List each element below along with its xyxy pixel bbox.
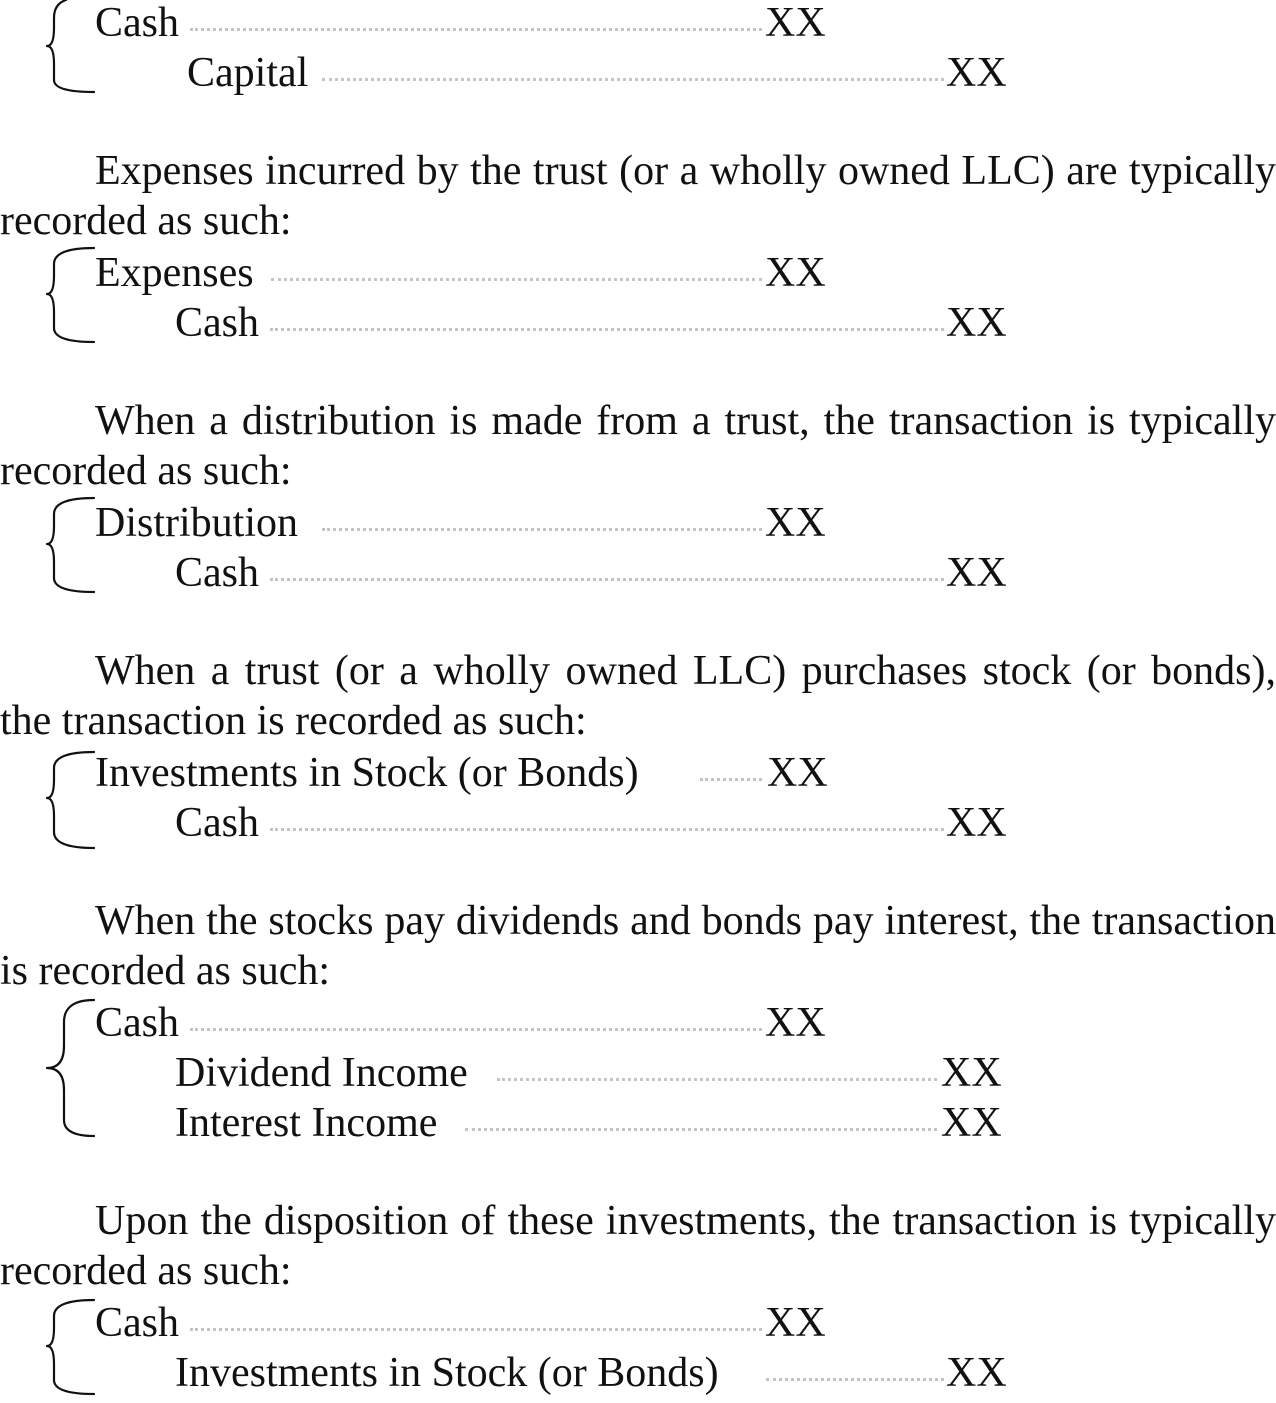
dot-leader <box>465 1128 937 1131</box>
credit-account: Interest Income <box>175 1100 438 1146</box>
explanation-paragraph: When the stocks pay dividends and bonds pay interest, the transaction is recorded as such: <box>0 898 1276 994</box>
credit-amount: XX <box>941 1100 1002 1146</box>
credit-amount: XX <box>946 300 1007 346</box>
dot-leader <box>270 828 944 831</box>
journal-brace <box>44 0 96 96</box>
credit-amount: XX <box>946 1350 1007 1396</box>
debit-account: Cash <box>95 0 179 46</box>
journal-brace <box>44 996 96 1142</box>
debit-amount: XX <box>765 250 826 296</box>
dot-leader <box>497 1078 937 1081</box>
dot-leader <box>270 328 944 331</box>
credit-amount: XX <box>946 550 1007 596</box>
explanation-paragraph: Expenses incurred by the trust (or a wholly owned LLC) are typically recorded as such: <box>0 148 1276 244</box>
debit-amount: XX <box>765 1000 826 1046</box>
debit-amount: XX <box>765 1300 826 1346</box>
journal-brace <box>44 748 96 852</box>
dot-leader <box>700 778 762 781</box>
explanation-paragraph: When a trust (or a wholly owned LLC) purchases stock (or bonds), the transaction is recorded as such: <box>0 648 1276 744</box>
dot-leader <box>190 1328 762 1331</box>
credit-amount: XX <box>946 800 1007 846</box>
credit-account: Cash <box>175 550 259 596</box>
debit-account: Investments in Stock (or Bonds) <box>95 750 639 796</box>
debit-account: Cash <box>95 1300 179 1346</box>
debit-amount: XX <box>767 750 828 796</box>
credit-account: Cash <box>175 300 259 346</box>
dot-leader <box>190 1028 762 1031</box>
dot-leader <box>322 78 944 81</box>
credit-account: Capital <box>187 50 309 96</box>
explanation-paragraph: Upon the disposition of these investments, the transaction is typically recorded as such: <box>0 1198 1276 1294</box>
debit-account: Expenses <box>95 250 254 296</box>
debit-account: Distribution <box>95 500 299 546</box>
dot-leader <box>322 528 762 531</box>
journal-brace <box>44 494 96 596</box>
debit-amount: XX <box>765 500 826 546</box>
dot-leader <box>190 28 762 31</box>
credit-amount: XX <box>946 50 1007 96</box>
journal-brace <box>44 244 96 346</box>
debit-amount: XX <box>765 0 826 46</box>
dot-leader <box>766 1378 944 1381</box>
credit-account: Cash <box>175 800 259 846</box>
explanation-paragraph: When a distribution is made from a trust, the transaction is typically recorded as such: <box>0 398 1276 494</box>
credit-amount: XX <box>941 1050 1002 1096</box>
dot-leader <box>271 278 762 281</box>
journal-brace <box>44 1296 96 1398</box>
credit-account: Dividend Income <box>175 1050 468 1096</box>
credit-account: Investments in Stock (or Bonds) <box>175 1350 719 1396</box>
dot-leader <box>270 578 944 581</box>
debit-account: Cash <box>95 1000 179 1046</box>
